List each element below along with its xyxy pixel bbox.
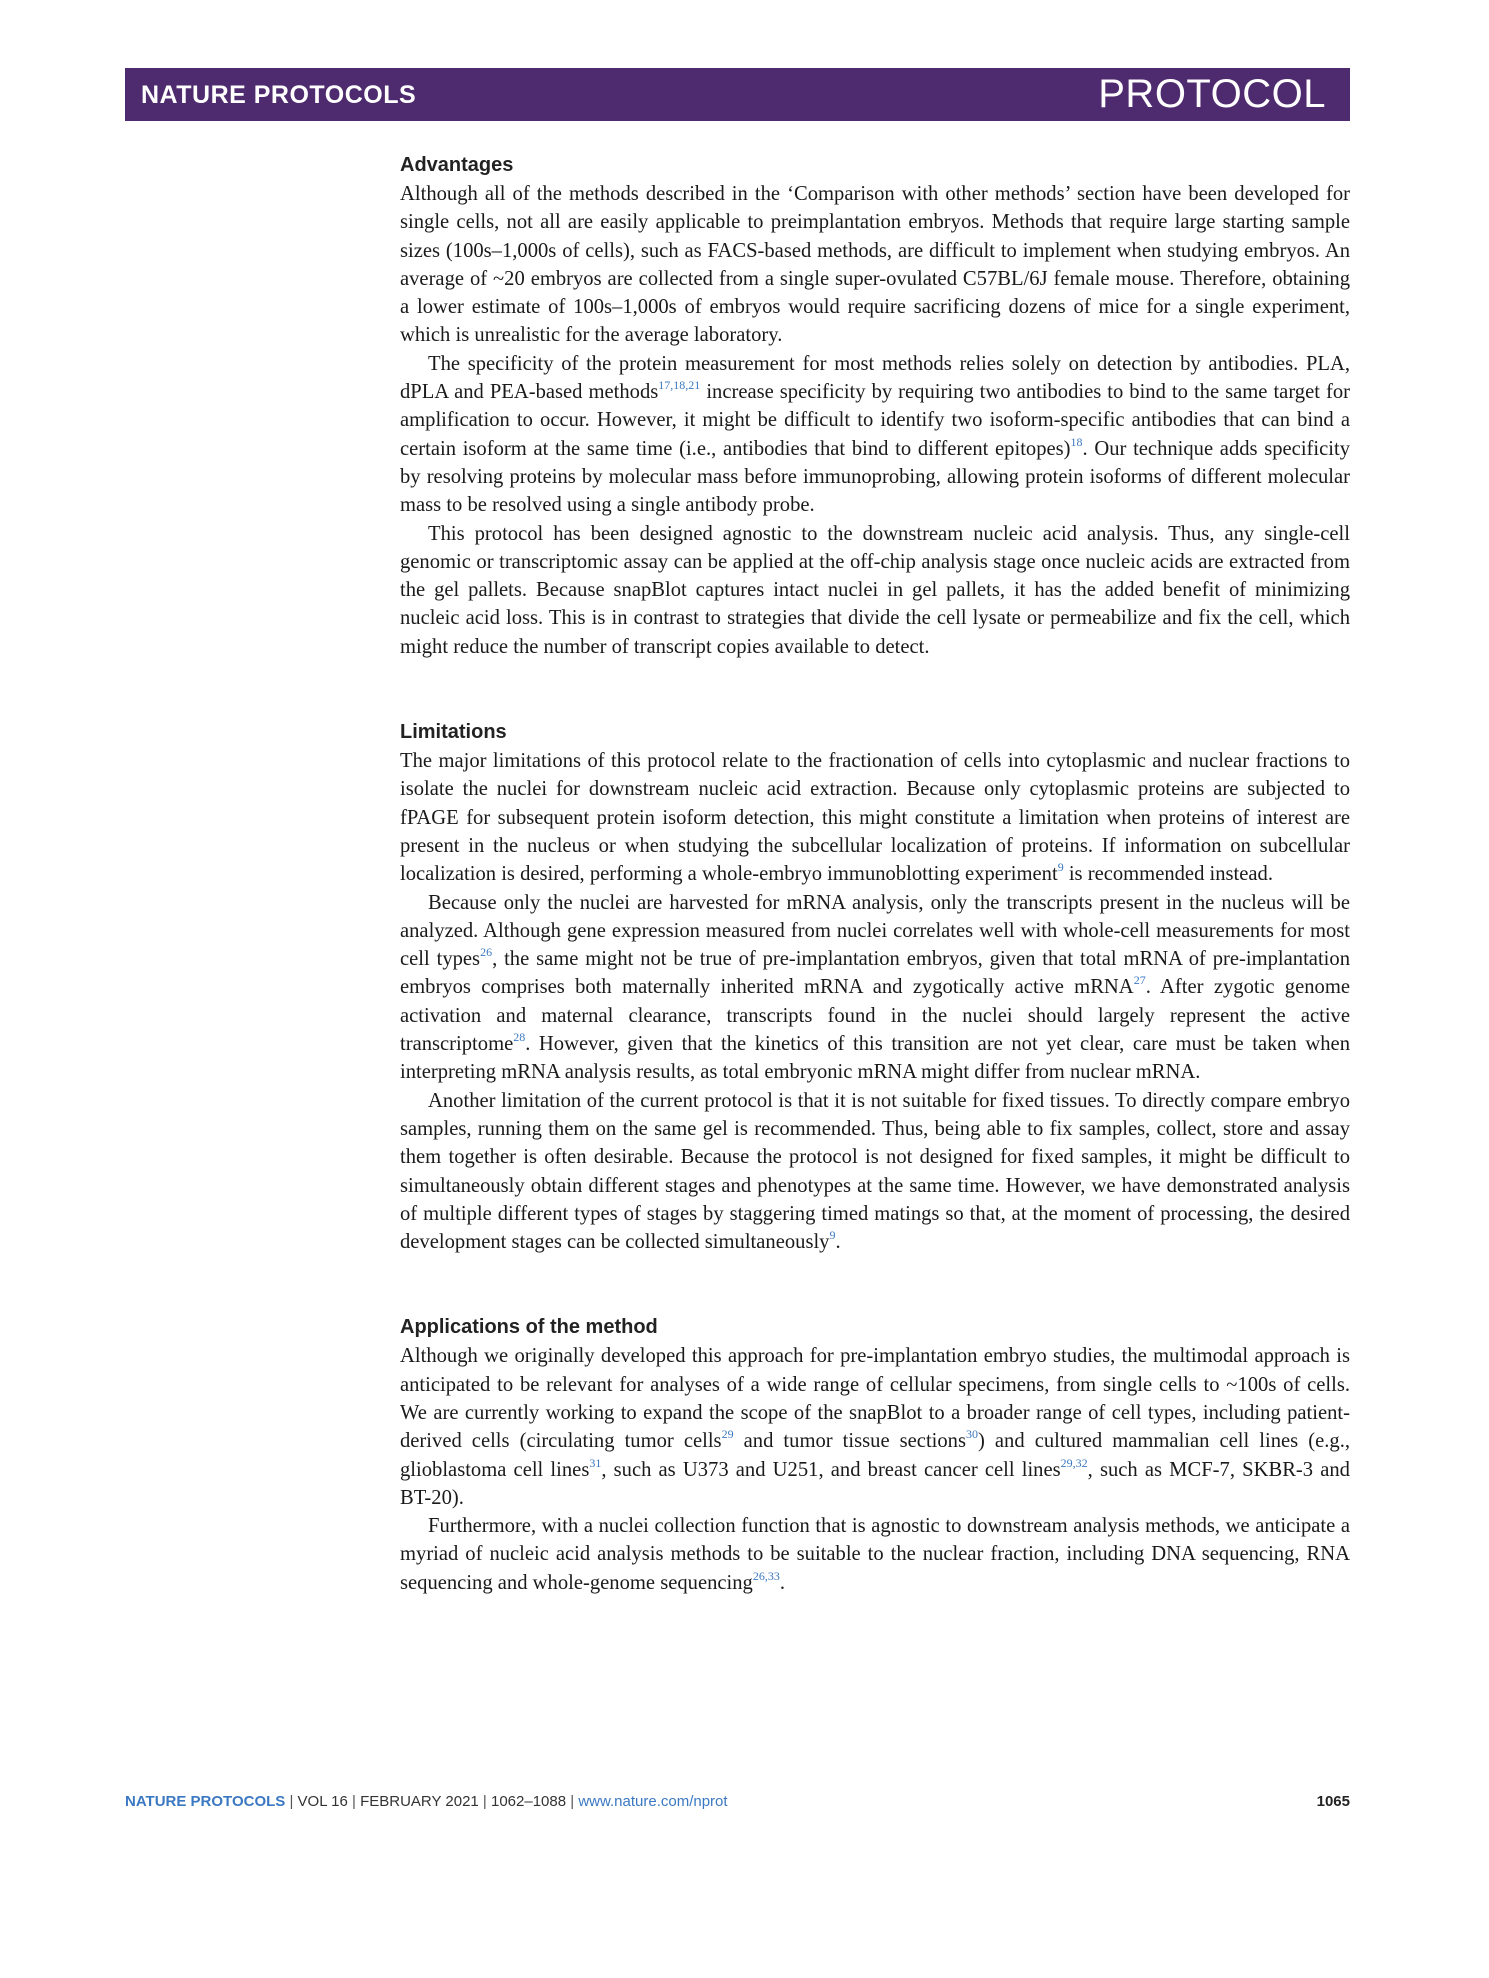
paragraph bbox=[400, 1087, 1350, 1257]
paragraph bbox=[400, 747, 1350, 888]
main-content bbox=[400, 152, 1350, 1597]
citation-link[interactable]: 27 bbox=[1133, 973, 1146, 988]
citation-link[interactable]: 26 bbox=[480, 945, 493, 960]
footer-url-link[interactable]: www.nature.com/nprot bbox=[578, 1793, 728, 1810]
footer-separator: | bbox=[285, 1793, 298, 1810]
text-run: Although we originally developed this approach for pre-implantation embryo studies, the multimodal approach is anticipated to be relevant for analyses of a wide range of cellular specimens, from single cells to ~100s of cells. We are currently working to expand the scope of the snapBlot to a broader range of cell types, including patient-derived cells (circulating tumor cells bbox=[400, 1345, 1350, 1453]
text-run: , the same might not be true of pre-implantation embryos, given that total mRNA of pre-implantation embryos comprises both maternally inherited mRNA and zygotically active mRNA bbox=[400, 948, 1350, 999]
footer-journal: NATURE PROTOCOLS bbox=[125, 1793, 286, 1810]
text-run: increase specificity by requiring two antibodies to bind to the same target for amplification to occur. However, it might be difficult to identify two isoform-specific antibodies that can bind a certain isoform at the same time (i.e., antibodies that bind to different epitopes) bbox=[400, 381, 1350, 460]
text-run: , such as MCF-7, SKBR-3 and BT-20). bbox=[400, 1458, 1350, 1509]
citation-link[interactable]: 17,18,21 bbox=[658, 378, 701, 393]
paragraph bbox=[400, 180, 1350, 350]
footer-pages: 1062–1088 bbox=[491, 1793, 567, 1810]
citation-link[interactable]: 18 bbox=[1070, 434, 1083, 449]
text-run: is recommended instead. bbox=[1063, 863, 1273, 886]
text-run: , such as U373 and U251, and breast cancer cell lines bbox=[601, 1458, 1061, 1481]
citation-link[interactable]: 29 bbox=[721, 1427, 734, 1442]
paragraph bbox=[400, 889, 1350, 1087]
section-limitations bbox=[400, 719, 1350, 1256]
page-footer bbox=[125, 1793, 1350, 1817]
text-run: . After zygotic genome activation and maternal clearance, transcripts found in the nuclei should largely represent the active transcriptome bbox=[400, 976, 1351, 1056]
text-run: ) and cultured mammalian cell lines (e.g., glioblastoma cell lines bbox=[400, 1430, 1350, 1481]
citation-link[interactable]: 9 bbox=[1057, 860, 1064, 875]
citation-link[interactable]: 30 bbox=[966, 1427, 978, 1442]
text-run: This protocol has been designed agnostic to the downstream nucleic acid analysis. Thus, any single-cell genomic or transcriptomic assay can be applied at the off-chip analysis stage once nucleic acids are extracted from the gel pallets. Because snapBlot captures intact nuclei in gel pallets, it has the added benefit of minimizing nucleic acid loss. This is in contrast to strategies that divide the cell lysate or permeabilize and fix the cell, which might reduce the number of transcript copies available to detect. bbox=[400, 522, 1350, 658]
citation-link[interactable]: 28 bbox=[513, 1030, 526, 1045]
footer-separator: | bbox=[566, 1793, 579, 1810]
text-run: Because only the nuclei are harvested for mRNA analysis, only the transcripts present in the nucleus will be analyzed. Although gene expression measured from nuclei correlates well with whole-cell measurements for most cell types bbox=[400, 891, 1350, 971]
page-number: 1065 bbox=[1316, 1793, 1350, 1810]
text-run: Another limitation of the current protocol is that it is not suitable for fixed tissues. To directly compare embryo samples, running them on the same gel is recommended. Thus, being able to fix samples, collect, store and assay them together is often desirable. Because the protocol is not designed for fixed samples, it might be difficult to simultaneously obtain different stages and phenotypes at the same time. However, we have demonstrated analysis of multiple different types of stages by staggering timed matings so that, at the moment of processing, the desired development stages can be collected simultaneously bbox=[400, 1089, 1350, 1254]
citation-link[interactable]: 31 bbox=[589, 1455, 602, 1470]
section-heading-advantages: Advantages bbox=[400, 154, 514, 176]
section-applications bbox=[400, 1314, 1350, 1597]
text-run: . bbox=[835, 1231, 841, 1254]
section-advantages bbox=[400, 152, 1350, 661]
section-heading-applications: Applications of the method bbox=[400, 1316, 658, 1339]
text-run: . Our technique adds specificity by resolving proteins by molecular mass before immunoprobing, allowing protein isoforms of different molecular mass to be resolved using a single antibody probe. bbox=[400, 437, 1351, 517]
paragraph bbox=[400, 350, 1350, 520]
journal-banner bbox=[125, 68, 1350, 121]
text-run: The specificity of the protein measurement for most methods relies solely on detection by antibodies. PLA, dPLA and PEA-based methods bbox=[400, 352, 1350, 404]
citation-link[interactable]: 26,33 bbox=[752, 1568, 780, 1583]
text-run: Furthermore, with a nuclei collection function that is agnostic to downstream analysis methods, we anticipate a myriad of nucleic acid analysis methods to be suitable to the nuclear fraction, including DNA sequencing, RNA sequencing and whole-genome sequencing bbox=[400, 1515, 1350, 1594]
section-heading-limitations: Limitations bbox=[400, 721, 507, 744]
text-run: . bbox=[779, 1571, 785, 1594]
text-run: and tumor tissue sections bbox=[733, 1430, 966, 1453]
footer-citation bbox=[125, 1793, 728, 1810]
paragraph bbox=[400, 1342, 1350, 1512]
paragraph bbox=[400, 1512, 1350, 1597]
footer-separator: | bbox=[347, 1793, 361, 1810]
citation-link[interactable]: 29,32 bbox=[1060, 1455, 1088, 1470]
journal-name: NATURE PROTOCOLS bbox=[141, 81, 417, 109]
text-run: The major limitations of this protocol relate to the fractionation of cells into cytoplasmic and nuclear fractions to isolate the nuclei for downstream nucleic acid extraction. Because only cytoplasmic proteins are subjected to fPAGE for subsequent protein isoform detection, this might constitute a limitation when proteins of interest are present in the nucleus or when studying the subcellular localization of proteins. If information on subcellular localization is desired, performing a whole-embryo immunoblotting experiment bbox=[400, 750, 1350, 886]
text-run: . However, given that the kinetics of this transition are not yet clear, care must be taken when interpreting mRNA analysis results, as total embryonic mRNA might differ from nuclear mRNA. bbox=[400, 1033, 1350, 1084]
article-type: PROTOCOL bbox=[1098, 72, 1326, 116]
footer-volume: VOL 16 bbox=[297, 1793, 348, 1810]
footer-separator: | bbox=[478, 1793, 491, 1810]
text-run: Although all of the methods described in the ‘Comparison with other methods’ section have been developed for single cells, not all are easily applicable to preimplantation embryos. Methods that require large starting sample sizes (100s–1,000s of cells), such as FACS-based methods, are difficult to implement when studying embryos. An average of ~20 embryos are collected from a single super-ovulated C57BL/6J female mouse. Therefore, obtaining a lower estimate of 100s–1,000s of embryos would require sacrificing dozens of mice for a single experiment, which is unrealistic for the average laboratory. bbox=[400, 183, 1350, 347]
paragraph bbox=[400, 520, 1350, 661]
citation-link[interactable]: 9 bbox=[829, 1228, 836, 1243]
footer-date: FEBRUARY 2021 bbox=[360, 1793, 479, 1810]
